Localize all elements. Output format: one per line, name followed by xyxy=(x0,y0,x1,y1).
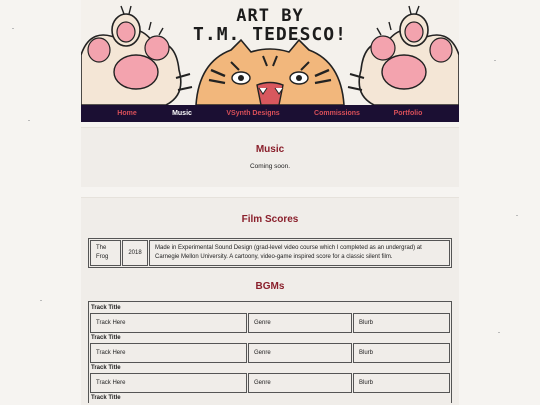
background-speck xyxy=(28,120,30,121)
background-speck xyxy=(516,215,518,216)
track-title: Track Title xyxy=(91,305,121,311)
music-coming-soon-text: Coming soon. xyxy=(249,163,291,170)
music-card xyxy=(81,127,459,187)
track-cell[interactable]: Track Here xyxy=(90,313,247,333)
film-year-cell: 2018 xyxy=(122,240,148,266)
bgm-table xyxy=(88,301,452,403)
main-nav xyxy=(81,105,459,122)
tiger-head-icon xyxy=(196,40,344,105)
background-speck xyxy=(498,332,500,333)
track-cell[interactable]: Track Here xyxy=(90,373,247,393)
track-title: Track Title xyxy=(91,395,121,401)
track-title: Track Title xyxy=(91,335,121,341)
film-description-cell: Made in Experimental Sound Design (grad-level video course which I completed as an undergrad) at Carnegie Mellon University. A cartoony, video-game inspired score for a classic silent film. xyxy=(149,240,450,266)
nav-vsynth-designs[interactable]: VSynth Designs xyxy=(226,110,280,117)
nav-home[interactable]: Home xyxy=(117,110,137,117)
genre-cell: Genre xyxy=(248,313,352,333)
genre-cell: Genre xyxy=(248,343,352,363)
track-title: Track Title xyxy=(91,365,121,371)
header-banner xyxy=(81,0,459,105)
background-speck xyxy=(494,60,496,61)
nav-portfolio[interactable]: Portfolio xyxy=(393,110,423,117)
film-name-cell: The Frog xyxy=(90,240,121,266)
table-row xyxy=(90,373,450,393)
nav-music[interactable]: Music xyxy=(172,110,192,117)
genre-cell: Genre xyxy=(248,373,352,393)
blurb-cell: Blurb xyxy=(353,373,450,393)
table-row xyxy=(90,343,450,363)
film-scores-heading: Film Scores xyxy=(241,214,299,225)
banner-title-line2: T.M. TEDESCO! xyxy=(193,24,347,45)
table-row xyxy=(90,313,450,333)
scores-card xyxy=(81,197,459,405)
blurb-cell: Blurb xyxy=(353,313,450,333)
film-scores-table xyxy=(88,238,452,268)
nav-commissions[interactable]: Commissions xyxy=(314,110,360,117)
banner-title-line1: ART BY xyxy=(236,6,304,26)
background-speck xyxy=(12,28,14,29)
blurb-cell: Blurb xyxy=(353,343,450,363)
track-cell[interactable]: Track Here xyxy=(90,343,247,363)
bgms-heading: BGMs xyxy=(255,281,285,292)
background-speck xyxy=(40,300,42,301)
music-heading: Music xyxy=(255,144,285,155)
